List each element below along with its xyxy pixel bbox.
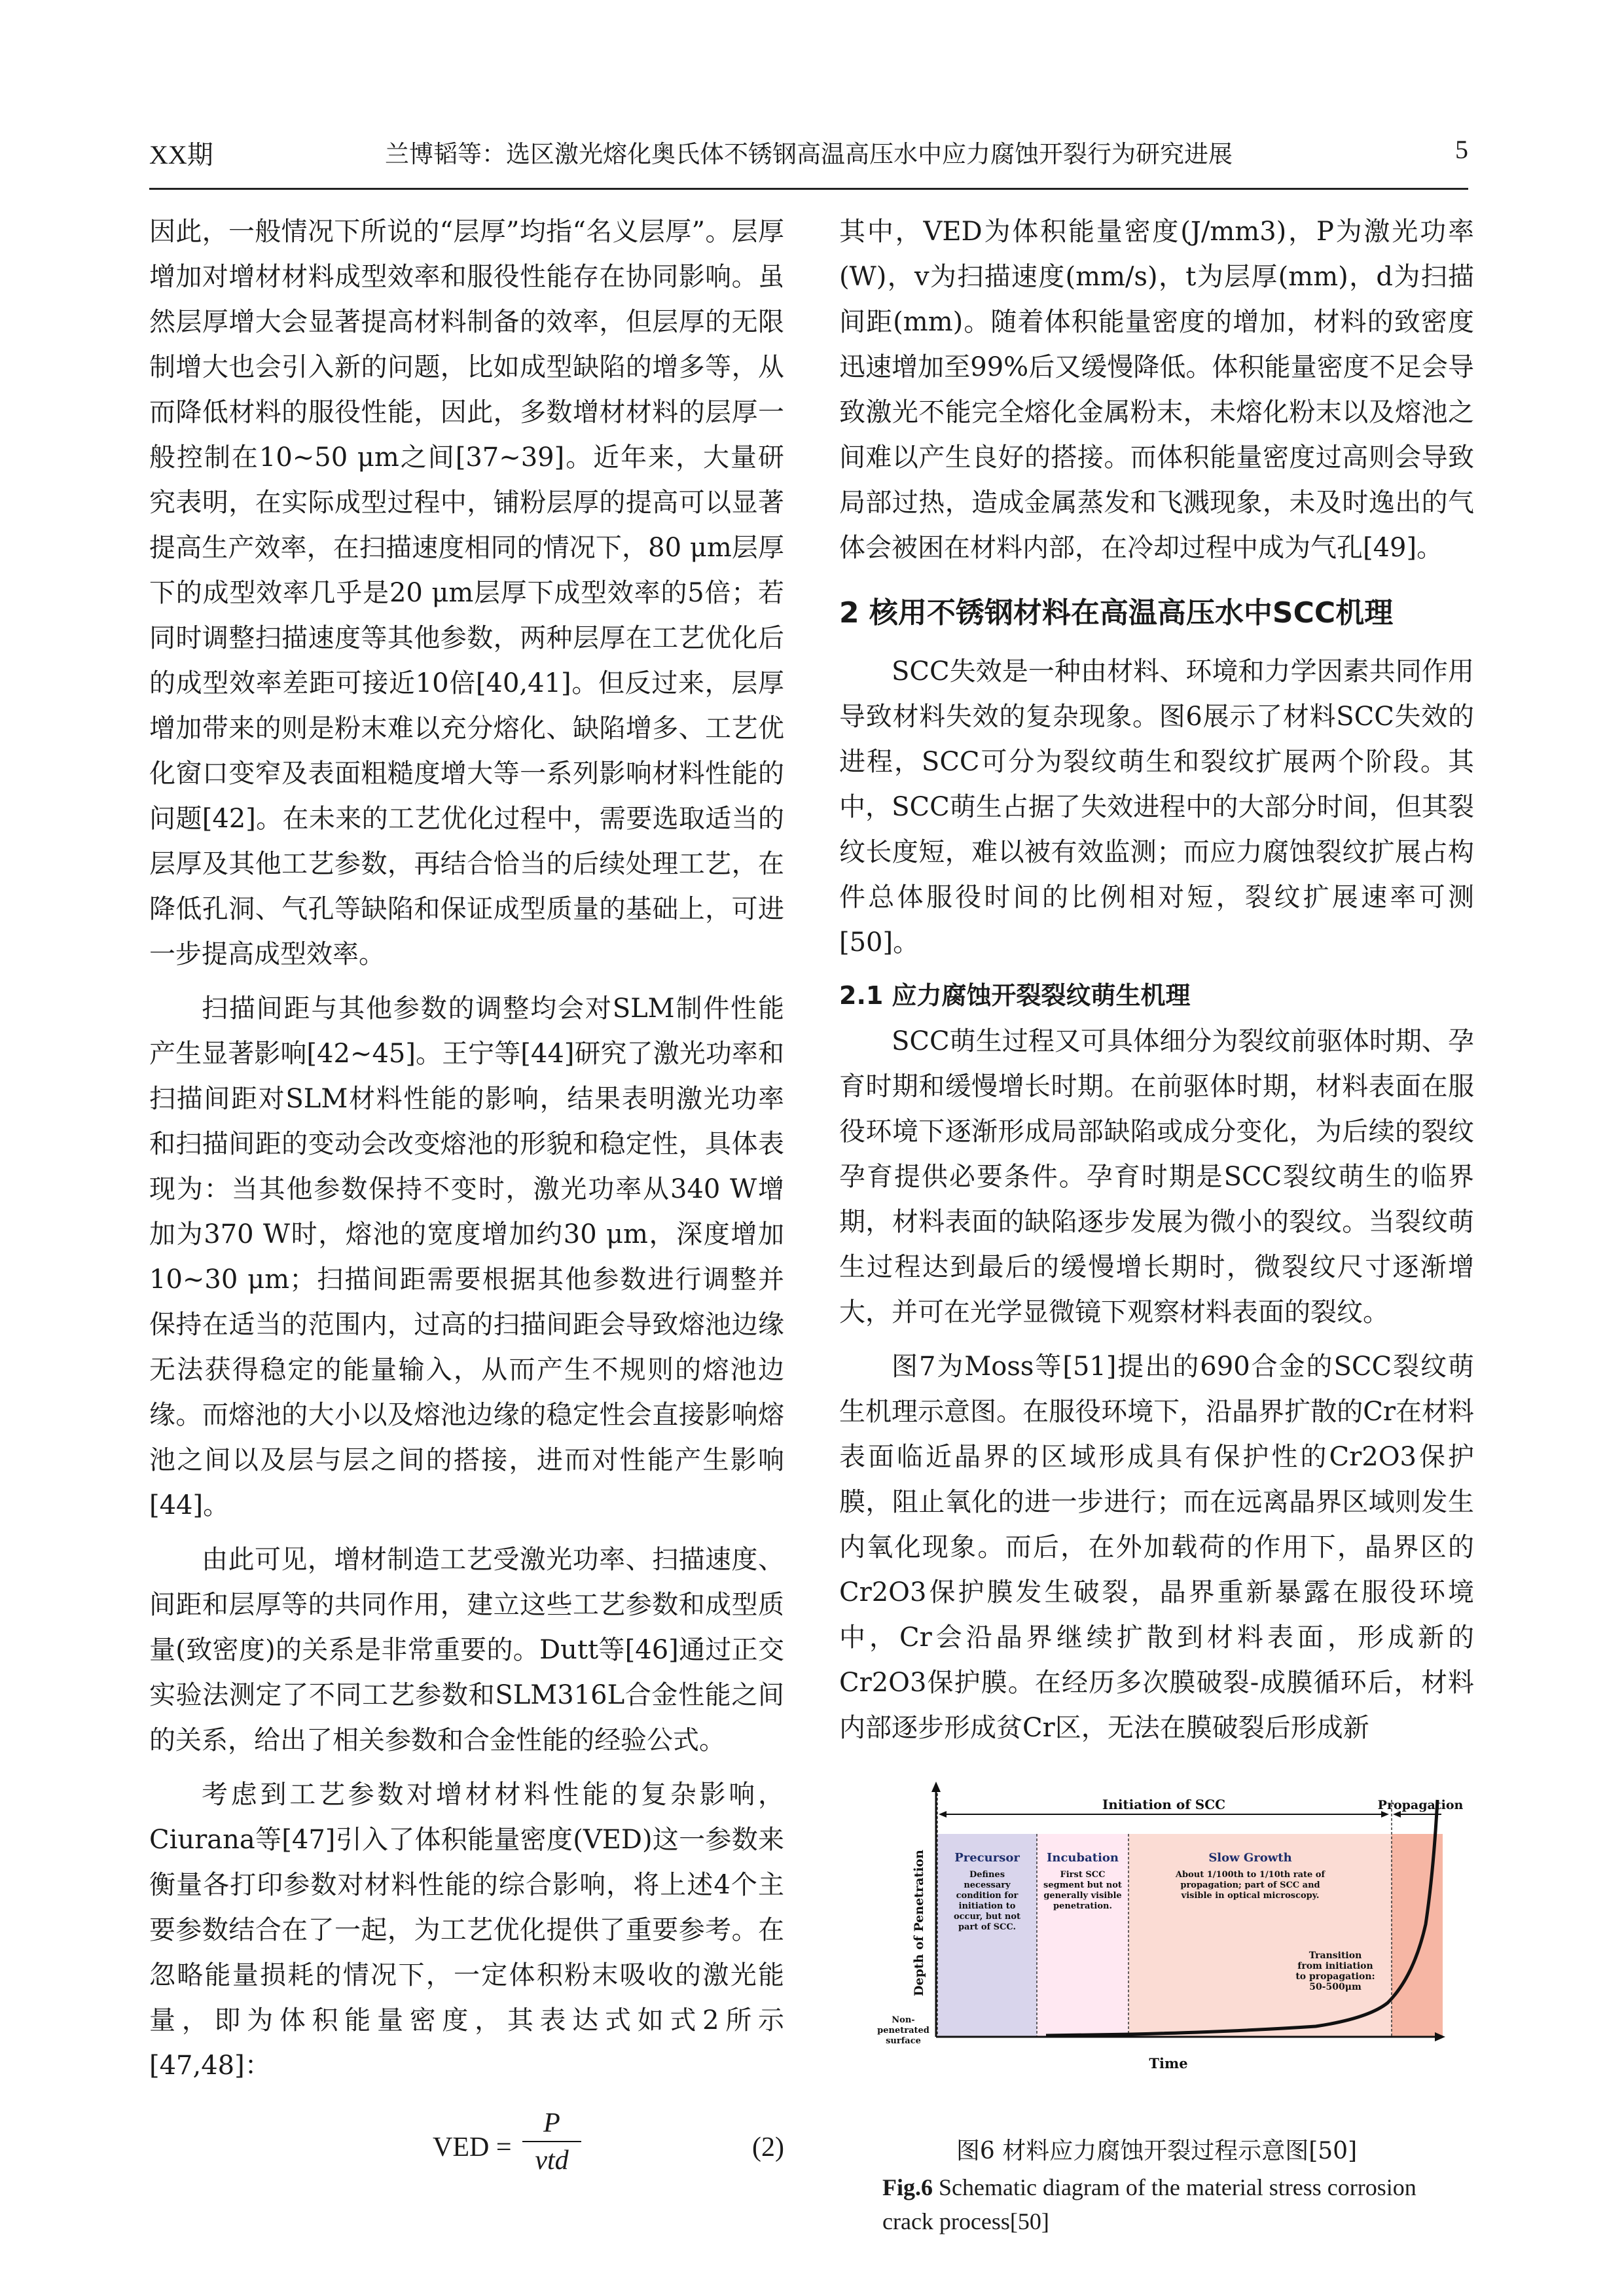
transition-label: from initiation bbox=[1297, 1961, 1373, 1971]
paragraph: 考虑到工艺参数对增材材料性能的复杂影响，Ciurana等[47]引入了体积能量密度(VED)这一参数来衡量各打印参数对材料性能的综合影响，将上述4个主要参数结合在了一起，为工艺优化提供了重要参考。在忽略能量损耗的情况下，一定体积粉末吸收的激光能量，即为体积能量密度，其表达式如式2所示[47,48]： bbox=[149, 1780, 784, 2081]
slow-growth-desc: visible in optical microscopy. bbox=[1181, 1891, 1320, 1901]
paragraph: 其中，VED为体积能量密度(J/mm3)，P为激光功率(W)，v为扫描速度(mm/s)，t为层厚(mm)，d为扫描间距(mm)。随着体积能量密度的增加，材料的致密度迅速增加至99%后又缓慢降低。体积能量密度不足会导致激光不能完全熔化金属粉末，未熔化粉末以及熔池之间难以产生良好的搭接。而体积能量密度过高则会导致局部过热，造成金属蒸发和飞溅现象，未及时逸出的气体会被困在材料内部，在冷却过程中成为气孔[49]。 bbox=[839, 217, 1474, 563]
non-penetrated-line-2: penetrated bbox=[877, 2026, 929, 2036]
precursor-title: Precursor bbox=[954, 1851, 1020, 1865]
figure-6 bbox=[871, 1780, 1464, 2121]
scc-process-diagram bbox=[871, 1780, 1464, 2121]
transition-label: 50-500μm bbox=[1309, 1982, 1362, 1992]
paragraph: 扫描间距与其他参数的调整均会对SLM制件性能产生显著影响[42~45]。王宁等[44]研究了激光功率和扫描间距对SLM材料性能的影响，结果表明激光功率和扫描间距的变动会改变熔池的形貌和稳定性，具体表现为：当其他参数保持不变时，激光功率从340 W增加为370 W时，熔池的宽度增加约30 μm，深度增加10~30 μm；扫描间距需要根据其他参数进行调整并保持在适当的范围内，过高的扫描间距会导致熔池边缘无法获得稳定的能量输入，从而产生不规则的熔池边缘。而熔池的大小以及熔池边缘的稳定性会直接影响熔池之间以及层与层之间的搭接，进而对性能产生影响[44]。 bbox=[149, 994, 784, 1520]
page-header bbox=[149, 134, 1468, 187]
page-number: 5 bbox=[1455, 135, 1468, 164]
propagation-label: Propagation bbox=[1377, 1798, 1464, 1812]
equation-numerator: P bbox=[522, 2106, 581, 2142]
propagation-region bbox=[1392, 1834, 1443, 2037]
paragraph: SCC失效是一种由材料、环境和力学因素共同作用导致材料失效的复杂现象。图6展示了材料SCC失效的进程，SCC可分为裂纹萌生和裂纹扩展两个阶段。其中，SCC萌生占据了失效进程中的大部分时间，但其裂纹长度短，难以被有效监测；而应力腐蚀裂纹扩展占构件总体服役时间的比例相对短，裂纹扩展速率可测[50]。 bbox=[839, 656, 1474, 958]
precursor-desc: initiation to bbox=[958, 1901, 1016, 1911]
right-column bbox=[839, 209, 1474, 1760]
figure-label: Fig.6 bbox=[882, 2174, 933, 2200]
incubation-desc: generally visible bbox=[1043, 1891, 1122, 1901]
equation-fraction bbox=[522, 2106, 581, 2179]
subsection-heading: 2.1 应力腐蚀开裂裂纹萌生机理 bbox=[839, 981, 1191, 1010]
transition-label: Transition bbox=[1308, 1950, 1362, 1961]
non-penetrated-line-3: surface bbox=[886, 2036, 921, 2046]
figure-caption-cn: 图6 材料应力腐蚀开裂过程示意图[50] bbox=[956, 2138, 1358, 2164]
equation-number: (2) bbox=[752, 2132, 784, 2162]
precursor-desc: occur, but not bbox=[953, 1912, 1021, 1922]
equation-2 bbox=[149, 2106, 784, 2184]
incubation-title: Incubation bbox=[1046, 1851, 1119, 1865]
paragraph: 图7为Moss等[51]提出的690合金的SCC裂纹萌生机理示意图。在服役环境下，沿晶界扩散的Cr在材料表面临近晶界的区域形成具有保护性的Cr2O3保护膜，阻止氧化的进一步进行；而在远离晶界区域则发生内氧化现象。而后，在外加载荷的作用下，晶界区的Cr2O3保护膜发生破裂，晶界重新暴露在服役环境中，Cr会沿晶界继续扩散到材料表面，形成新的Cr2O3保护膜。在经历多次膜破裂-成膜循环后，材料内部逐步形成贫Cr区，无法在膜破裂后形成新 bbox=[839, 1352, 1474, 1743]
figure-caption-en bbox=[882, 2170, 1445, 2238]
transition-label: to propagation: bbox=[1295, 1971, 1375, 1982]
y-axis-label: Depth of Penetration bbox=[912, 1850, 926, 1996]
paragraph: 因此，一般情况下所说的“层厚”均指“名义层厚”。层厚增加对增材材料成型效率和服役性能存在协同影响。虽然层厚增大会显著提高材料制备的效率，但层厚的无限制增大也会引入新的问题，比如成型缺陷的增多等，从而降低材料的服役性能，因此，多数增材材料的层厚一般控制在10~50 μm之间[37~39]。近年来，大量研究表明，在实际成型过程中，铺粉层厚的提高可以显著提高生产效率，在扫描速度相同的情况下，80 μm层厚下的成型效率几乎是20 μm层厚下成型效率的5倍；若同时调整扫描速度等其他参数，两种层厚在工艺优化后的成型效率差距可接近10倍[40,41]。但反过来，层厚增加带来的则是粉末难以充分熔化、缺陷增多、工艺优化窗口变窄及表面粗糙度增大等一系列影响材料性能的问题[42]。在未来的工艺优化过程中，需要选取适当的层厚及其他工艺参数，再结合恰当的后续处理工艺，在降低孔洞、气孔等缺陷和保证成型质量的基础上，可进一步提高成型效率。 bbox=[149, 217, 784, 969]
section-heading: 2 核用不锈钢材料在高温高压水中SCC机理 bbox=[839, 596, 1394, 630]
incubation-desc: segment but not bbox=[1043, 1880, 1122, 1890]
equation-lhs: VED = bbox=[433, 2132, 512, 2162]
slow-growth-title: Slow Growth bbox=[1208, 1851, 1292, 1865]
slow-growth-desc: propagation; part of SCC and bbox=[1180, 1880, 1320, 1890]
equation-denominator: vtd bbox=[535, 2145, 569, 2176]
precursor-desc: necessary bbox=[964, 1880, 1011, 1890]
incubation-desc: penetration. bbox=[1053, 1901, 1112, 1911]
left-column bbox=[149, 209, 784, 2184]
running-title: 兰博韬等：选区激光熔化奥氏体不锈钢高温高压水中应力腐蚀开裂行为研究进展 bbox=[385, 140, 1233, 168]
initiation-of-scc-label: Initiation of SCC bbox=[1102, 1797, 1226, 1812]
figure-caption-text: Schematic diagram of the material stress corrosion crack process[50] bbox=[882, 2174, 1416, 2234]
non-penetrated-line-1: Non- bbox=[892, 2015, 915, 2025]
journal-issue: XX期 bbox=[149, 140, 213, 170]
precursor-desc: Defines bbox=[969, 1870, 1005, 1880]
paragraph: 由此可见，增材制造工艺受激光功率、扫描速度、间距和层厚等的共同作用，建立这些工艺参数和成型质量(致密度)的关系是非常重要的。Dutt等[46]通过正交实验法测定了不同工艺参数和SLM316L合金性能之间的关系，给出了相关参数和合金性能的经验公式。 bbox=[149, 1545, 784, 1755]
precursor-desc: condition for bbox=[956, 1891, 1019, 1901]
x-axis-label: Time bbox=[1149, 2055, 1188, 2072]
slow-growth-desc: About 1/100th to 1/10th rate of bbox=[1175, 1870, 1326, 1880]
header-rule bbox=[149, 188, 1468, 190]
paragraph: SCC萌生过程又可具体细分为裂纹前驱体时期、孕育时期和缓慢增长时期。在前驱体时期，材料表面在服役环境下逐渐形成局部缺陷或成分变化，为后续的裂纹孕育提供必要条件。孕育时期是SCC裂纹萌生的临界期，材料表面的缺陷逐步发展为微小的裂纹。当裂纹萌生过程达到最后的缓慢增长期时，微裂纹尺寸逐渐增大，并可在光学显微镜下观察材料表面的裂纹。 bbox=[839, 1026, 1474, 1327]
incubation-desc: First SCC bbox=[1060, 1870, 1106, 1880]
precursor-desc: part of SCC. bbox=[958, 1922, 1017, 1932]
